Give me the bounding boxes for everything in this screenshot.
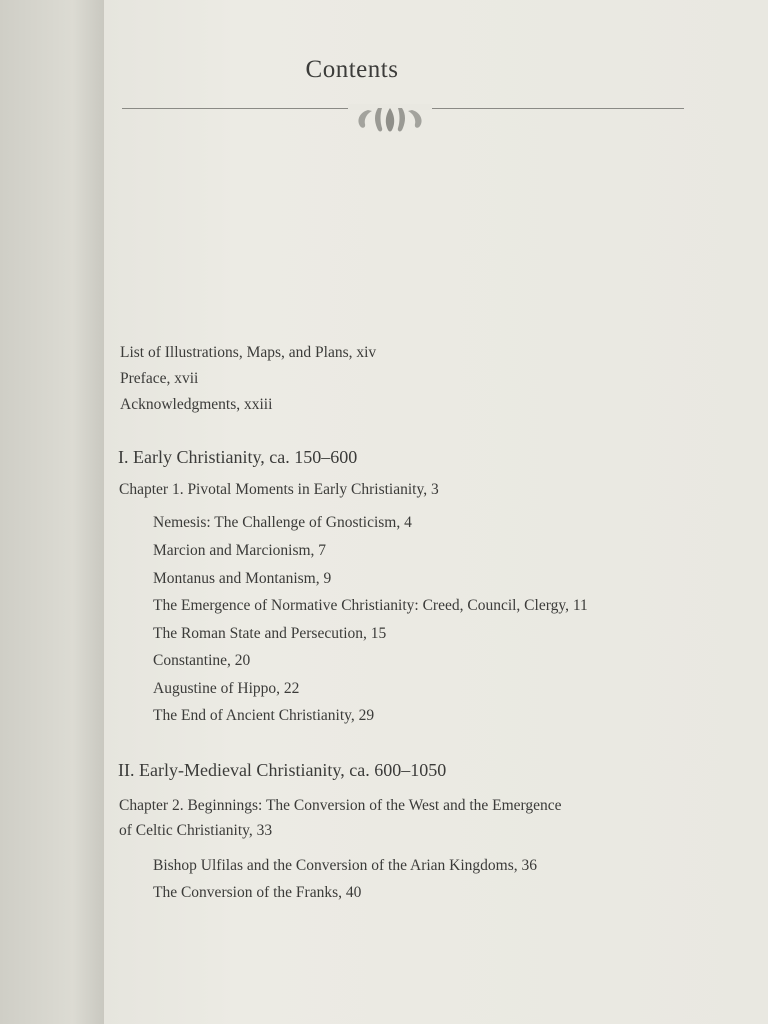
toc-section-entry: Constantine, 20: [153, 652, 251, 669]
toc-entry-preface: Preface, xvii: [120, 370, 199, 387]
toc-section-entry: Marcion and Marcionism, 7: [153, 542, 327, 559]
toc-entry-illustrations: List of Illustrations, Maps, and Plans, xiv: [120, 344, 377, 361]
toc-section-entry: Montanus and Montanism, 9: [153, 570, 332, 587]
toc-chapter-entry-continued: of Celtic Christianity, 33: [119, 822, 273, 839]
toc-section-entry: The Roman State and Persecution, 15: [153, 625, 387, 642]
toc-section-entry: The Conversion of the Franks, 40: [153, 884, 362, 901]
toc-part-heading: I. Early Christianity, ca. 150–600: [118, 447, 358, 467]
toc-section-entry: Augustine of Hippo, 22: [153, 680, 300, 697]
toc-section-entry: The End of Ancient Christianity, 29: [153, 707, 375, 724]
toc-entry-acknowledgments: Acknowledgments, xxiii: [120, 396, 273, 413]
toc-section-entry: Nemesis: The Challenge of Gnosticism, 4: [153, 514, 412, 531]
page-title: Contents: [305, 56, 399, 83]
toc-part-heading: II. Early-Medieval Christianity, ca. 600–1050: [118, 760, 447, 780]
toc-chapter-entry: Chapter 1. Pivotal Moments in Early Christianity, 3: [119, 481, 439, 498]
toc-chapter-entry: Chapter 2. Beginnings: The Conversion of the West and the Emergence: [119, 797, 562, 814]
toc-section-entry: The Emergence of Normative Christianity: Creed, Council, Clergy, 11: [153, 597, 588, 614]
toc-section-entry: Bishop Ulfilas and the Conversion of the Arian Kingdoms, 36: [153, 857, 538, 874]
